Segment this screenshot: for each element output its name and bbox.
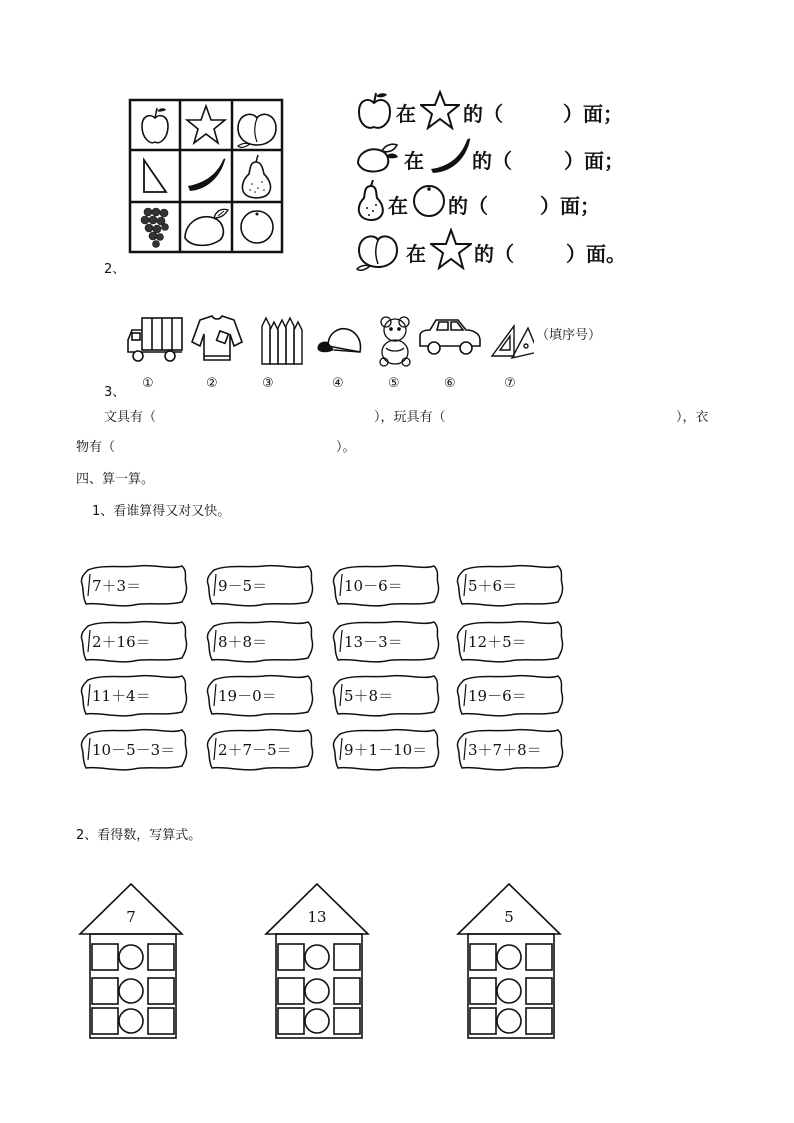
sub-question-2: 2、看得数，写算式。 [76, 828, 202, 843]
house-number: 5 [504, 908, 514, 926]
q3-number: 3、 [104, 385, 126, 400]
label-7: ⑦ [504, 376, 516, 391]
exercise-cloud [204, 672, 316, 718]
q2-line-3 [356, 180, 656, 224]
q2-line-4-de: 的（ [474, 242, 514, 266]
peach-icon [238, 114, 276, 147]
banana-icon [430, 137, 472, 177]
section-title: 四、算一算。 [76, 472, 155, 487]
exercise-text: 12＋5＝ [468, 633, 527, 651]
star-icon [187, 106, 225, 143]
stationery-label: 文具有（ [104, 410, 157, 425]
house-2 [264, 882, 374, 1040]
pear-icon [356, 180, 386, 222]
exercise-text: 2＋7－5＝ [218, 741, 292, 759]
peach-icon [356, 230, 400, 272]
crayons-icon [262, 318, 302, 364]
exercise-text: 5＋8＝ [344, 687, 394, 705]
q2-line-1 [356, 90, 656, 132]
triangle-ruler-icon [492, 326, 534, 358]
exercise-text: 11＋4＝ [92, 687, 151, 705]
q2-line-4 [356, 228, 656, 272]
exercise-text: 13－3＝ [344, 633, 403, 651]
fill-number-note: （填序号） [536, 328, 602, 343]
exercise-text: 9＋1－10＝ [344, 741, 428, 759]
star-icon [420, 90, 460, 130]
truck-icon [128, 318, 182, 361]
exercise-text: 19－0＝ [218, 687, 277, 705]
clothes-label: 物有（ [76, 440, 116, 455]
q2-line-1-de: 的（ [463, 102, 503, 126]
exercise-text: 10－5－3＝ [92, 741, 176, 759]
q2-line-2-de: 的（ [472, 149, 512, 173]
q2-number: 2、 [104, 262, 126, 277]
exercise-cloud [330, 726, 442, 772]
exercise-cloud [454, 562, 566, 608]
q2-line-1-mid: 在 [396, 102, 416, 126]
house-number: 13 [307, 908, 327, 926]
house-number: 7 [126, 908, 136, 926]
label-1: ① [142, 376, 154, 391]
label-3: ③ [262, 376, 274, 391]
triangle-icon [144, 160, 166, 192]
exercise-cloud [204, 618, 316, 664]
exercise-cloud [78, 672, 190, 718]
house-1 [78, 882, 188, 1040]
exercise-cloud [330, 562, 442, 608]
q2-line-3-de: 的（ [448, 194, 488, 218]
pear-icon [242, 155, 270, 198]
exercise-cloud [454, 618, 566, 664]
q3-labels [142, 376, 542, 392]
sweater-icon [192, 316, 242, 360]
apple-icon [142, 108, 168, 143]
exercise-text: 7＋3＝ [92, 577, 142, 595]
exercise-cloud [454, 726, 566, 772]
mango-icon [185, 209, 228, 245]
label-4: ④ [332, 376, 344, 391]
exercise-cloud [78, 726, 190, 772]
exercise-cloud [204, 562, 316, 608]
orange-icon [241, 211, 273, 243]
banana-icon [188, 159, 225, 192]
q2-line-4-mid: 在 [406, 242, 426, 266]
exercise-cloud [204, 726, 316, 772]
exercise-text: 19－6＝ [468, 687, 527, 705]
picture-grid [128, 98, 285, 255]
grapes-icon [141, 208, 169, 248]
q2-line-1-end: ）面； [563, 102, 623, 126]
orange-icon [412, 184, 446, 218]
car-icon [420, 320, 480, 354]
exercise-cloud [330, 672, 442, 718]
clothes-label-end: ）。 [336, 440, 356, 455]
mango-icon [356, 141, 400, 175]
label-5: ⑤ [388, 376, 400, 391]
apple-icon [356, 90, 394, 130]
house-3 [456, 882, 566, 1040]
q2-line-3-mid: 在 [388, 194, 408, 218]
exercise-cloud [78, 618, 190, 664]
q2-line-3-end: ）面； [540, 194, 600, 218]
clothes-label-start: ），衣 [676, 410, 709, 425]
exercise-text: 3＋7＋8＝ [468, 741, 542, 759]
q2-line-2 [356, 137, 656, 179]
exercise-cloud [78, 562, 190, 608]
house-row [78, 882, 578, 1042]
q3-pictures [124, 312, 534, 370]
exercise-text: 5＋6＝ [468, 577, 518, 595]
exercise-text: 8＋8＝ [218, 633, 268, 651]
q2-line-2-end: ）面； [564, 149, 624, 173]
exercise-cloud [330, 618, 442, 664]
exercise-cloud [454, 672, 566, 718]
exercise-text: 9－5＝ [218, 577, 268, 595]
toys-label: ），玩具有（ [374, 410, 446, 425]
star-icon [430, 228, 472, 270]
label-2: ② [206, 376, 218, 391]
cap-icon [317, 329, 360, 353]
q2-line-2-mid: 在 [404, 149, 424, 173]
teddy-bear-icon [380, 317, 410, 366]
sub-question-1: 1、看谁算得又对又快。 [92, 504, 231, 519]
label-6: ⑥ [444, 376, 456, 391]
exercise-grid [78, 562, 568, 782]
exercise-text: 2＋16＝ [92, 633, 151, 651]
q2-line-4-end: ）面。 [566, 242, 626, 266]
exercise-text: 10－6＝ [344, 577, 403, 595]
